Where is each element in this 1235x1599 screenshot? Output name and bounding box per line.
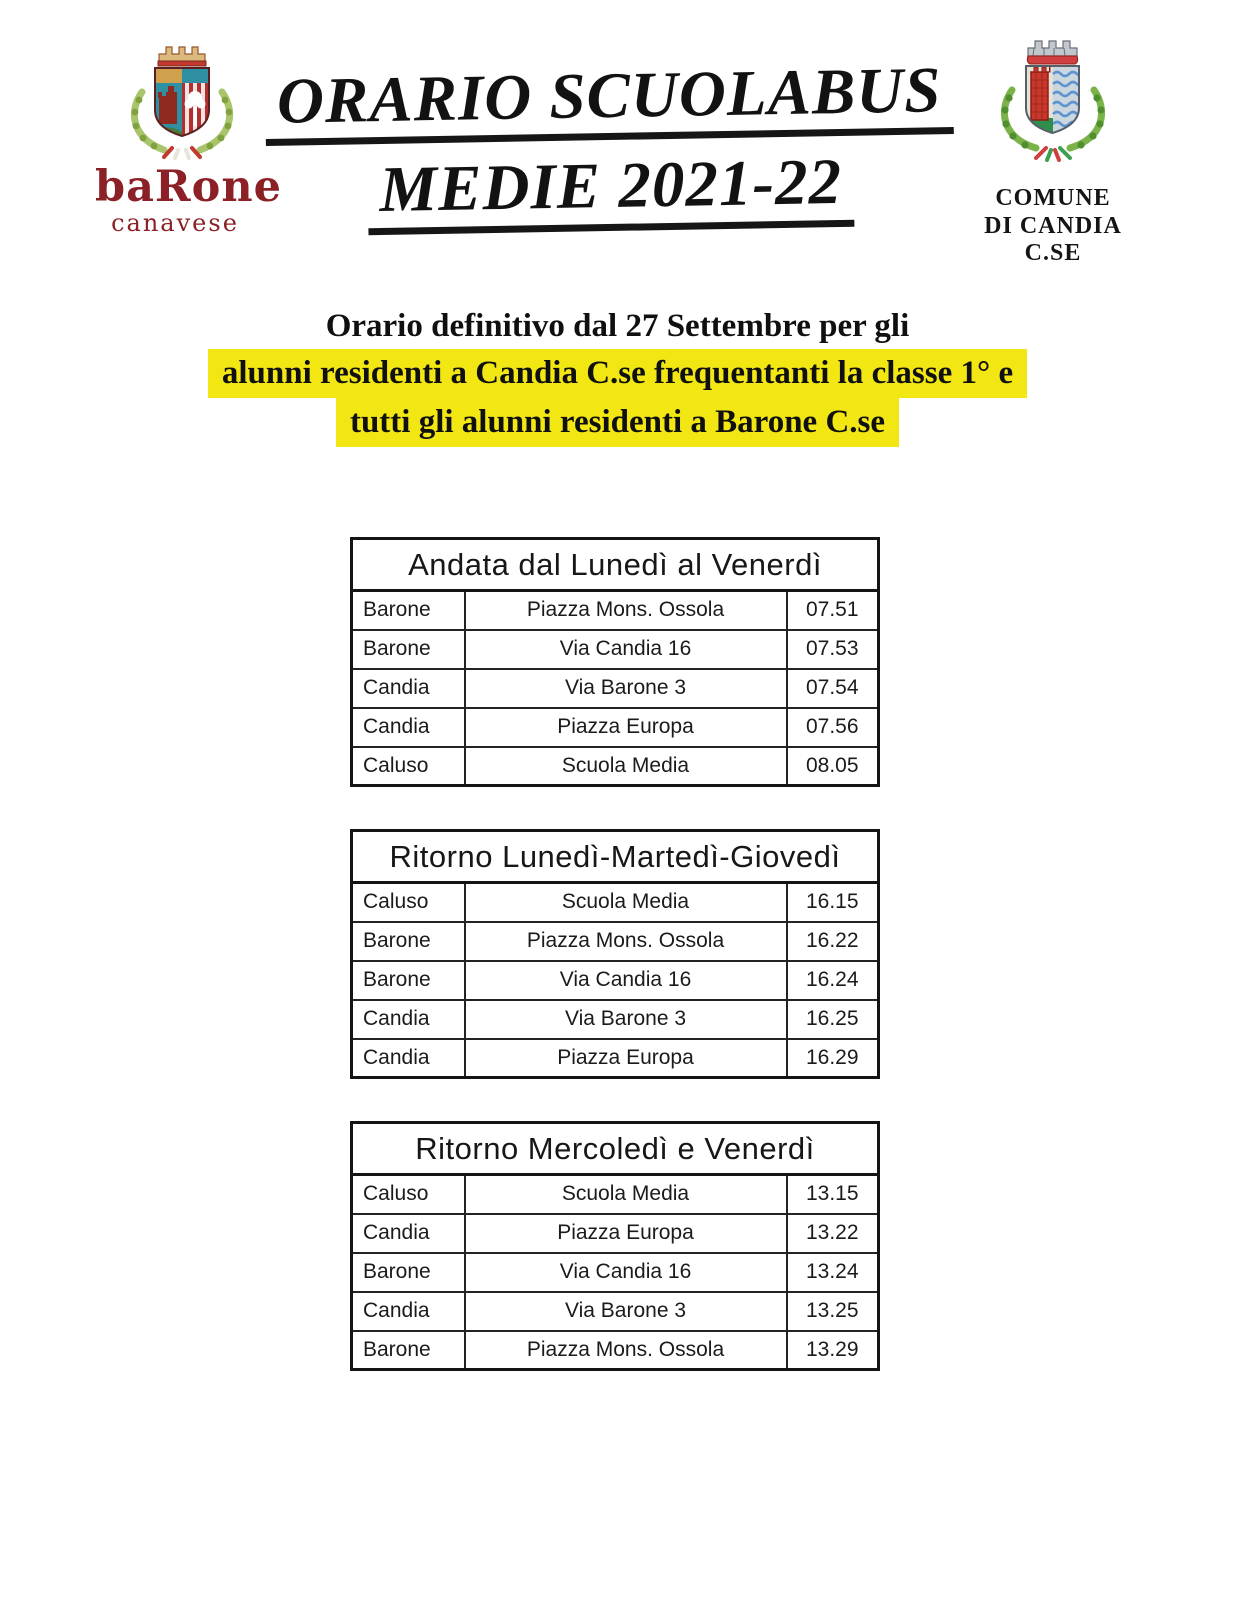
title-line-2: MEDIE 2021-22 [367,148,855,235]
stop-cell: Scuola Media [465,747,787,786]
wordmark-line2: canavese [111,209,239,237]
time-cell: 13.22 [787,1214,879,1253]
stop-cell: Via Barone 3 [465,669,787,708]
town-cell: Candia [352,1039,465,1078]
table-row [352,1000,879,1039]
time-cell: 16.25 [787,1000,879,1039]
town-cell: Barone [352,922,465,961]
stop-cell: Piazza Europa [465,1039,787,1078]
comune-caption-line2: DI CANDIA C.SE [984,212,1122,267]
table-row [352,1292,879,1331]
town-cell: Barone [352,591,465,630]
table-row [352,922,879,961]
town-cell: Candia [352,1000,465,1039]
table-ritorno-1-title: Ritorno Lunedì-Martedì-Giovedì [352,831,879,883]
intro-paragraph [0,303,1235,447]
schedule-tables [350,537,877,1371]
stop-cell: Piazza Mons. Ossola [465,922,787,961]
town-cell: Barone [352,1331,465,1370]
stop-cell: Via Barone 3 [465,1292,787,1331]
time-cell: 13.15 [787,1175,879,1214]
table-ritorno-lun-mar-gio [350,829,880,1079]
comune-caption-line1: COMUNE [995,185,1111,211]
title-line-1: ORARIO SCUOLABUS [264,56,954,146]
time-cell: 16.22 [787,922,879,961]
time-cell: 16.24 [787,961,879,1000]
stop-cell: Piazza Europa [465,1214,787,1253]
table-row [352,883,879,922]
time-cell: 16.29 [787,1039,879,1078]
town-cell: Caluso [352,747,465,786]
table-row [352,1331,879,1370]
time-cell: 13.25 [787,1292,879,1331]
stop-cell: Piazza Mons. Ossola [465,591,787,630]
stop-cell: Piazza Europa [465,708,787,747]
time-cell: 07.54 [787,669,879,708]
table-row [352,1175,879,1214]
stop-cell: Scuola Media [465,883,787,922]
town-cell: Caluso [352,1175,465,1214]
document-title [224,55,997,237]
table-row [352,1039,879,1078]
table-row [352,630,879,669]
stop-cell: Via Candia 16 [465,1253,787,1292]
town-cell: Barone [352,961,465,1000]
stop-cell: Piazza Mons. Ossola [465,1331,787,1370]
table-row [352,1253,879,1292]
time-cell: 16.15 [787,883,879,922]
table-ritorno-mer-ven [350,1121,880,1371]
spacer [350,787,877,829]
table-row [352,1214,879,1253]
stop-cell: Via Candia 16 [465,961,787,1000]
town-cell: Candia [352,1292,465,1331]
time-cell: 07.56 [787,708,879,747]
town-cell: Candia [352,1214,465,1253]
stop-cell: Via Barone 3 [465,1000,787,1039]
town-cell: Candia [352,669,465,708]
time-cell: 07.53 [787,630,879,669]
spacer [350,1079,877,1121]
town-cell: Caluso [352,883,465,922]
intro-line-3-highlighted: tutti gli alunni residenti a Barone C.se [336,398,899,447]
table-row [352,747,879,786]
table-ritorno-2-title: Ritorno Mercoledì e Venerdì [352,1123,879,1175]
stop-cell: Scuola Media [465,1175,787,1214]
time-cell: 13.29 [787,1331,879,1370]
wordmark-line1: baRone [95,162,282,212]
candia-coat-of-arms-icon [978,26,1128,176]
intro-line-1: Orario definitivo dal 27 Settembre per gli [325,308,910,344]
table-andata [350,537,880,787]
stop-cell: Via Candia 16 [465,630,787,669]
town-cell: Barone [352,630,465,669]
intro-line-2-highlighted: alunni residenti a Candia C.se frequentanti la classe 1° e [208,349,1027,398]
table-row [352,591,879,630]
time-cell: 13.24 [787,1253,879,1292]
town-cell: Candia [352,708,465,747]
comune-caption [968,185,1138,268]
table-row [352,669,879,708]
table-andata-title: Andata dal Lunedì al Venerdì [352,539,879,591]
town-cell: Barone [352,1253,465,1292]
time-cell: 08.05 [787,747,879,786]
time-cell: 07.51 [787,591,879,630]
table-row [352,961,879,1000]
candia-crest [968,26,1138,268]
table-row [352,708,879,747]
